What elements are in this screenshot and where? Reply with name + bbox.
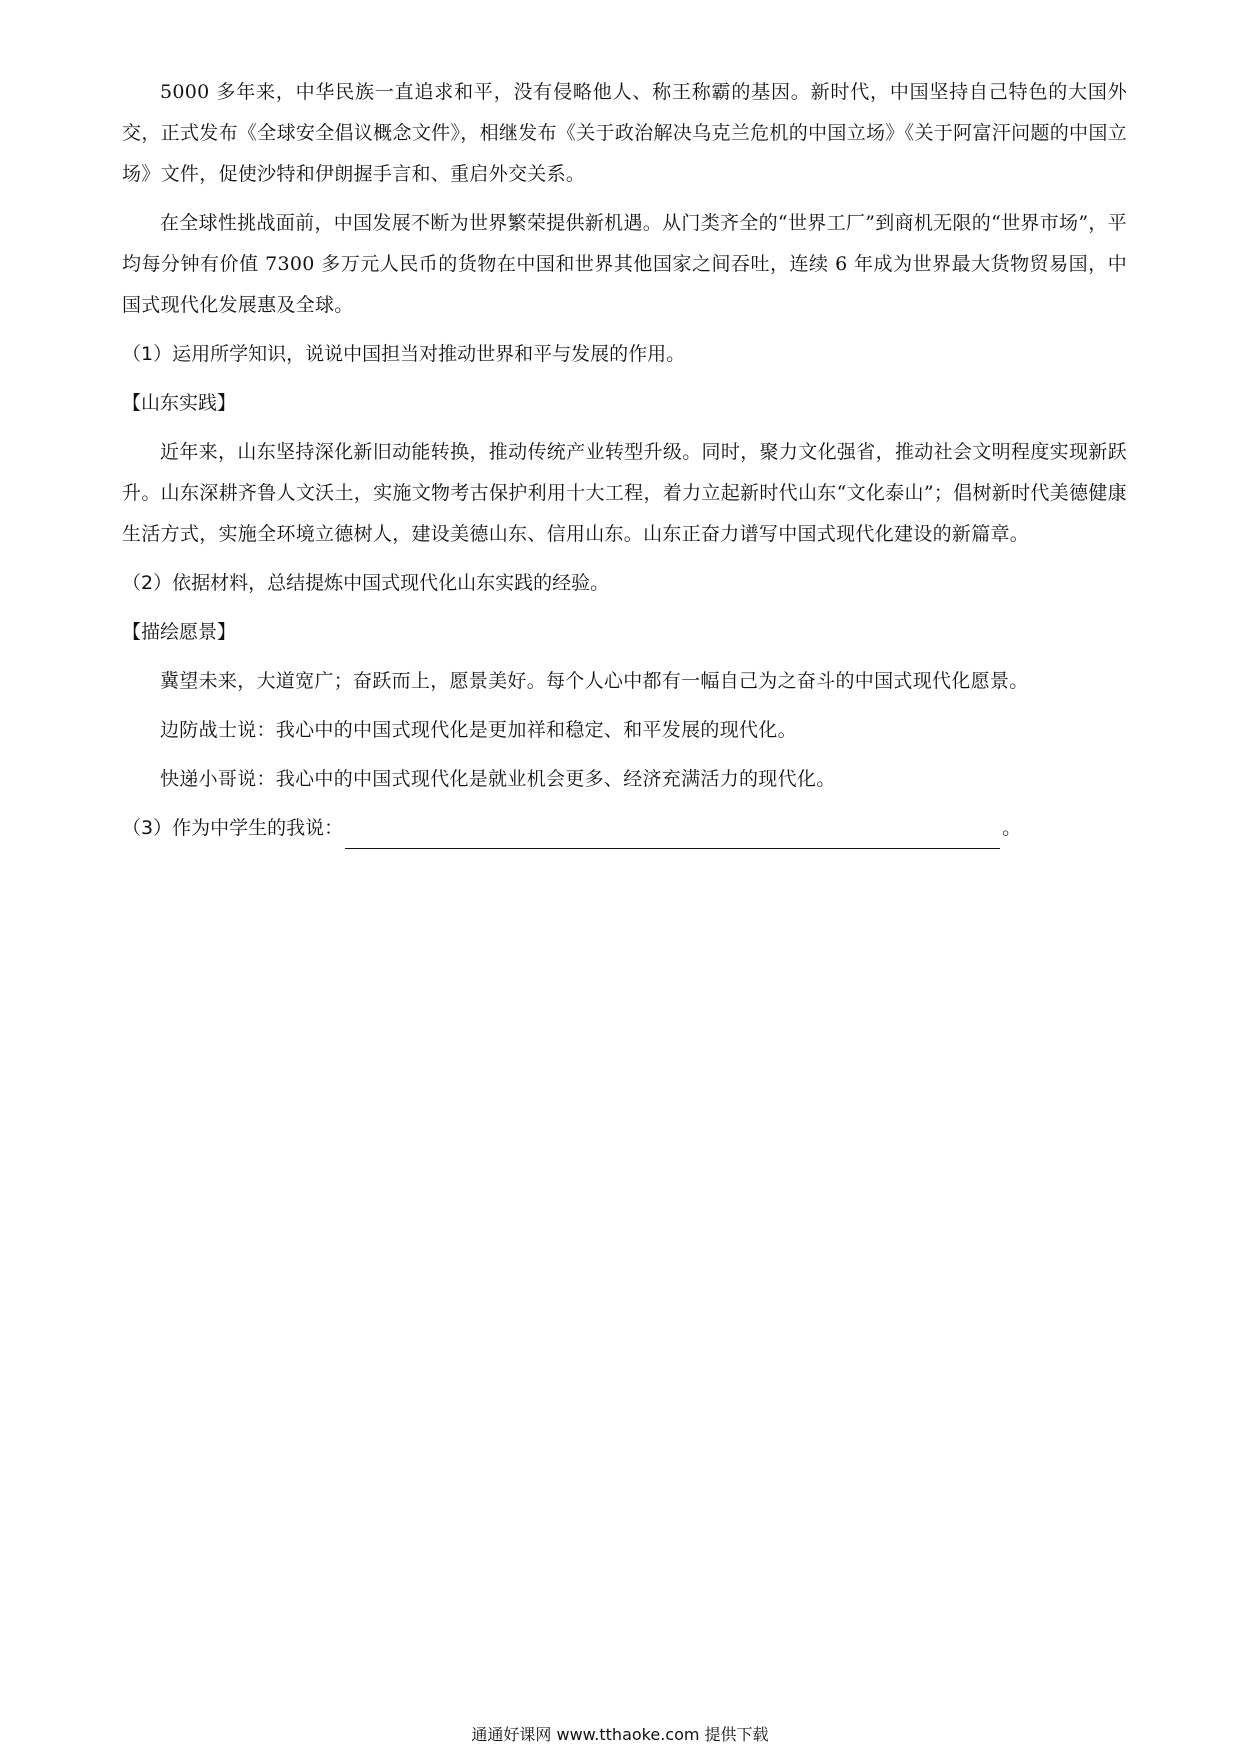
question-1: （1）运用所学知识，说说中国担当对推动世界和平与发展的作用。 bbox=[122, 343, 686, 365]
question-3-prefix: （3）作为中学生的我说： bbox=[122, 817, 344, 839]
shandong-paragraph: 近年来，山东坚持深化新旧动能转换，推动传统产业转型升级。同时，聚力文化强省，推动社会文明程度实现新跃升。山东深耕齐鲁人文沃土，实施文物考古保护利用十大工程，着力立起新时代山东“文化泰山”；倡树新时代美德健康生活方式，实施全环境立德树人，建设美德山东、信用山东。山东正奋力谱写中国式现代化建设的新篇章。 bbox=[122, 441, 1127, 545]
document-content bbox=[122, 72, 1127, 857]
question-3 bbox=[122, 808, 1127, 849]
vision-paragraph-2: 边防战士说：我心中的中国式现代化是更加祥和稳定、和平发展的现代化。 bbox=[160, 719, 797, 741]
material-paragraph-1: 5000 多年来，中华民族一直追求和平，没有侵略他人、称王称霸的基因。新时代，中国坚持自己特色的大国外交，正式发布《全球安全倡议概念文件》，相继发布《关于政治解决乌克兰危机的中国立场》《关于阿富汗问题的中国立场》文件，促使沙特和伊朗握手言和、重启外交关系。 bbox=[122, 81, 1127, 185]
footer-source: 通通好课网 www.tthaoke.com 提供下载 bbox=[471, 1725, 769, 1744]
vision-paragraph-1: 冀望未来，大道宽广；奋跃而上，愿景美好。每个人心中都有一幅自己为之奋斗的中国式现代化愿景。 bbox=[160, 670, 1029, 692]
material-paragraph-2: 在全球性挑战面前，中国发展不断为世界繁荣提供新机遇。从门类齐全的“世界工厂”到商机无限的“世界市场”，平均每分钟有价值 7300 多万元人民币的货物在中国和世界其他国家之间吞吐，连续 6 年成为世界最大货物贸易国，中国式现代化发展惠及全球。 bbox=[122, 212, 1127, 316]
section-heading-vision: 【描绘愿景】 bbox=[122, 621, 237, 643]
question-3-suffix: 。 bbox=[1002, 817, 1022, 839]
vision-paragraph-3: 快递小哥说：我心中的中国式现代化是就业机会更多、经济充满活力的现代化。 bbox=[160, 768, 836, 790]
question-2: （2）依据材料，总结提炼中国式现代化山东实践的经验。 bbox=[122, 572, 610, 594]
section-heading-shandong: 【山东实践】 bbox=[122, 392, 237, 414]
answer-blank-line[interactable] bbox=[345, 826, 1000, 849]
